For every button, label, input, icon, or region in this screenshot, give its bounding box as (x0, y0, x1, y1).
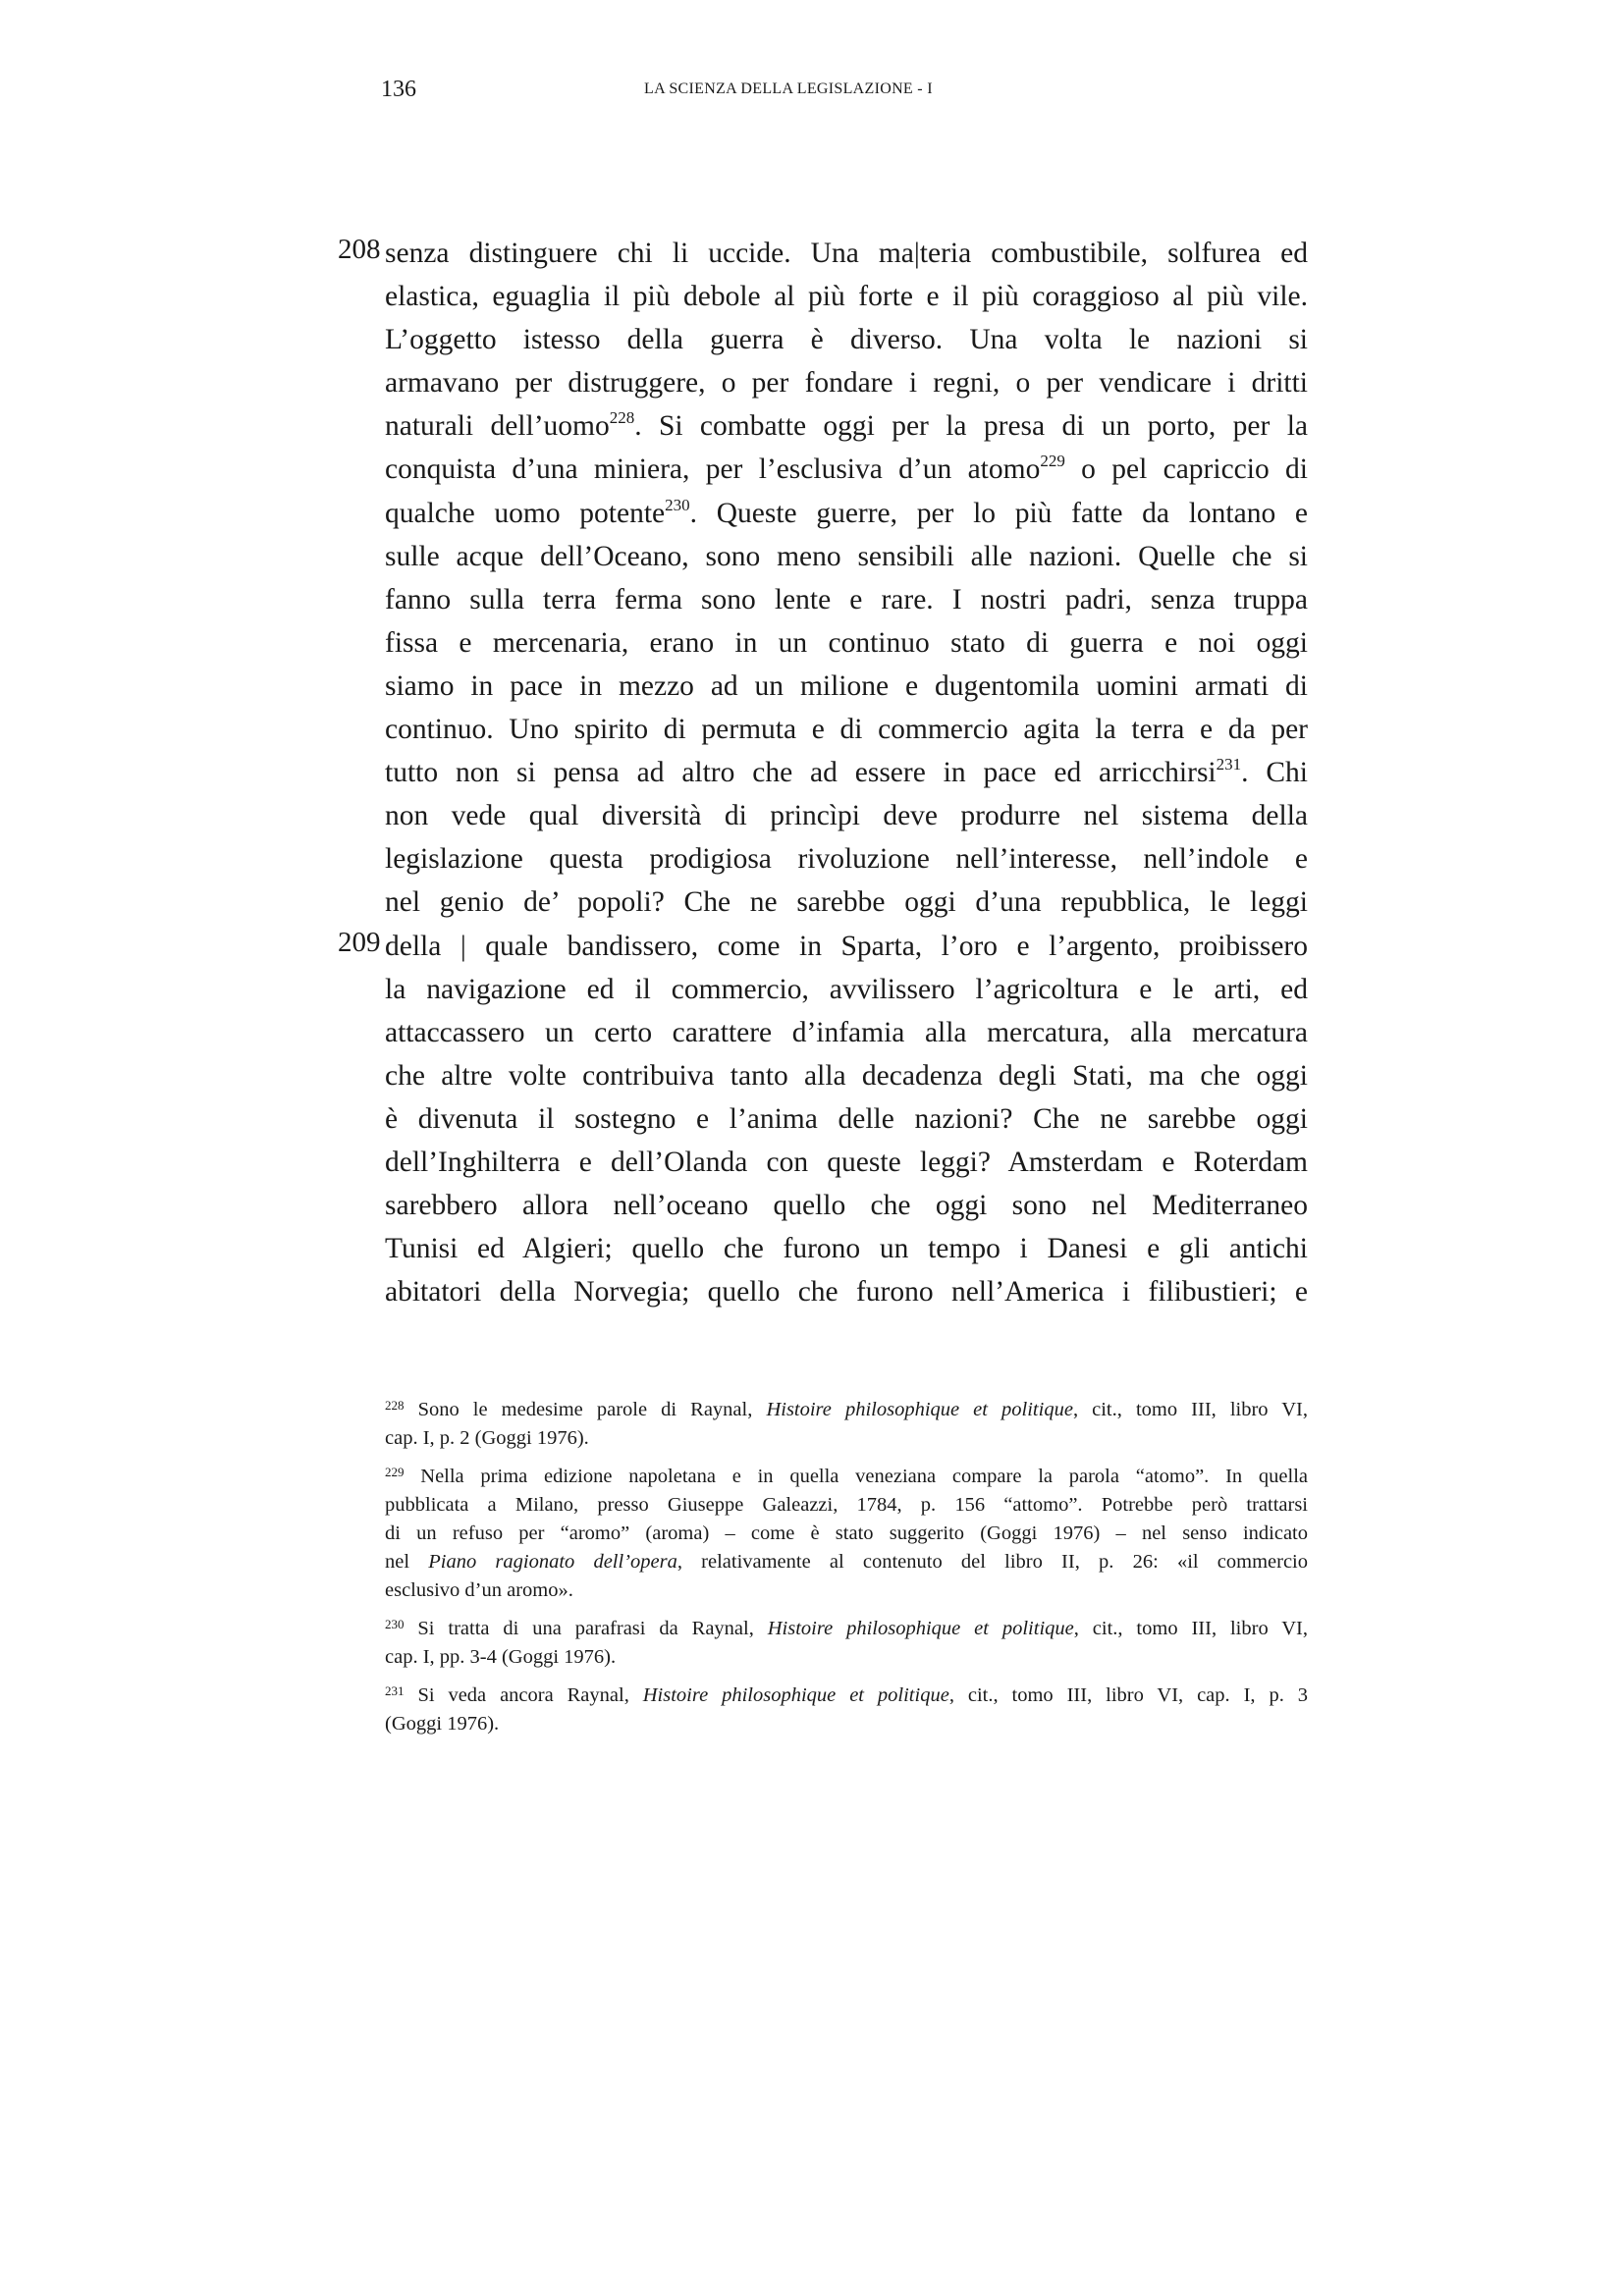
body-text-segment: . Si combatte oggi per la presa di un porto, per la (634, 410, 1308, 443)
margin-number-208: 208 (338, 234, 381, 265)
body-line: siamo in pace in mezzo ad un milione e dugentomila uomini armati di (385, 669, 1308, 702)
running-title: LA SCIENZA DELLA LEGISLAZIONE - I (644, 80, 933, 97)
footnote (385, 1463, 1308, 1605)
body-text (385, 232, 1308, 1313)
body-line: sulle acque dell’Oceano, sono meno sensibili alle nazioni. Quelle che si (385, 540, 1308, 572)
cited-title: Histoire philosophique et politique (767, 1618, 1074, 1639)
margin-number-209: 209 (338, 927, 381, 958)
footnote-line: $^{230}$ Si tratta di una parafrasi da Raynal, Histoire philosophique et politique, cit., tomo III, libro VI, (385, 1617, 1308, 1639)
body-line (385, 404, 1308, 448)
footnote-line: esclusivo d’un aromo». (385, 1579, 573, 1601)
body-line: della | quale bandissero, come in Sparta, l’oro e l’argento, proibissero (385, 930, 1308, 962)
body-line: non vede qual diversità di princìpi deve produrre nel sistema della (385, 800, 1308, 832)
body-line: la navigazione ed il commercio, avvilissero l’agricoltura e le arti, ed (385, 973, 1308, 1005)
footnote-line: cap. I, p. 2 (Goggi 1976). (385, 1427, 589, 1449)
footnote-reference: 231 (1216, 755, 1242, 774)
footnote-line: $^{229}$ Nella prima edizione napoletana e in quella veneziana compare la parola “atomo”. In quella (385, 1465, 1308, 1487)
body-line: è divenuta il sostegno e l’anima delle nazioni? Che ne sarebbe oggi (385, 1102, 1308, 1135)
page-number: 136 (381, 77, 416, 102)
body-line: elastica, eguaglia il più debole al più forte e il più coraggioso al più vile. (385, 281, 1308, 313)
body-text-segment: tutto non si pensa ad altro che ad essere in pace ed arricchirsi (385, 757, 1217, 789)
body-line (385, 448, 1308, 491)
footnote-reference: 230 (665, 495, 690, 514)
body-line: sarebbero allora nell’oceano quello che oggi sono nel Mediterraneo (385, 1190, 1308, 1222)
body-line: fissa e mercenaria, erano in un continuo stato di guerra e noi oggi (385, 626, 1308, 659)
footnote (385, 1682, 1308, 1738)
body-line (385, 492, 1308, 535)
footnote (385, 1396, 1308, 1453)
body-line: Tunisi ed Algieri; quello che furono un tempo i Danesi e gli antichi (385, 1233, 1308, 1265)
body-text-segment: o pel capriccio di (1064, 454, 1308, 486)
body-line: attaccassero un certo carattere d’infamia alla mercatura, alla mercatura (385, 1016, 1308, 1048)
footnote-line: di un refuso per “aromo” (aroma) – come è stato suggerito (Goggi 1976) – nel senso indicato (385, 1522, 1308, 1544)
footnote-line: (Goggi 1976). (385, 1713, 500, 1735)
body-line: continuo. Uno spirito di permuta e di commercio agita la terra e da per (385, 714, 1308, 746)
footnotes (385, 1396, 1308, 1748)
body-line: abitatori della Norvegia; quello che furono nell’America i filibustieri; e (385, 1276, 1308, 1308)
body-line: che altre volte contribuiva tanto alla decadenza degli Stati, ma che oggi (385, 1059, 1308, 1092)
footnote-number: 231 (385, 1683, 405, 1698)
body-line: dell’Inghilterra e dell’Olanda con queste leggi? Amsterdam e Roterdam (385, 1146, 1308, 1178)
body-text-segment: conquista d’una miniera, per l’esclusiva d’un atomo (385, 454, 1041, 486)
footnote-line: pubblicata a Milano, presso Giuseppe Galeazzi, 1784, p. 156 “attomo”. Potrebbe però trattarsi (385, 1494, 1308, 1516)
footnote-line: $^{231}$ Si veda ancora Raynal, Histoire philosophique et politique, cit., tomo III, libro VI, cap. I, p. 3 (385, 1683, 1309, 1706)
footnote (385, 1615, 1308, 1672)
body-line: armavano per distruggere, o per fondare i regni, o per vendicare i dritti (385, 367, 1308, 400)
body-line: legislazione questa prodigiosa rivoluzione nell’interesse, nell’indole e (385, 843, 1308, 876)
body-line: senza distinguere chi li uccide. Una ma|teria combustibile, solfurea ed (385, 238, 1308, 269)
footnote-number: 230 (385, 1617, 405, 1631)
footnote-number: 228 (385, 1398, 405, 1413)
cited-title: Piano ragionato dell’opera (428, 1551, 677, 1573)
footnote-line: cap. I, pp. 3-4 (Goggi 1976). (385, 1646, 617, 1668)
body-line: fanno sulla terra ferma sono lente e rare. I nostri padri, senza truppa (385, 583, 1308, 615)
footnote-number: 229 (385, 1465, 405, 1479)
body-line: L’oggetto istesso della guerra è diverso. Una volta le nazioni si (385, 324, 1308, 356)
footnote-line: $^{228}$ Sono le medesime parole di Raynal, Histoire philosophique et politique, cit., tomo III, libro VI, (385, 1398, 1309, 1420)
body-text-segment: naturali dell’uomo (385, 410, 610, 443)
body-text-segment: . Queste guerre, per lo più fatte da lontano e (689, 497, 1308, 529)
body-line: nel genio de’ popoli? Che ne sarebbe oggi d’una repubblica, le leggi (385, 886, 1308, 919)
footnote-reference: 228 (609, 408, 635, 428)
body-text-segment: qualche uomo potente (385, 497, 666, 529)
cited-title: Histoire philosophique et politique (766, 1399, 1073, 1420)
running-head (381, 77, 1312, 112)
body-line (385, 751, 1308, 794)
footnote-line: nel Piano ragionato dell’opera, relativamente al contenuto del libro II, p. 26: «il commercio (385, 1551, 1308, 1573)
footnote-reference: 229 (1040, 452, 1065, 471)
body-text-segment: . Chi (1241, 757, 1308, 789)
cited-title: Histoire philosophique et politique (642, 1684, 949, 1706)
